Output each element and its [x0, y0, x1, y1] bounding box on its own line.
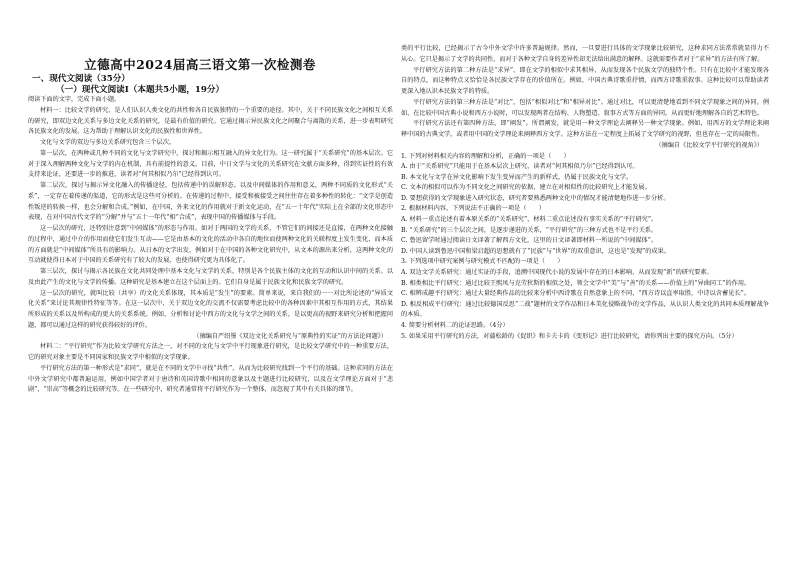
option-b[interactable]: B. 本文化与文学在异文化影响下发生变异而产生的新样式，仍属于民族文化与文学。: [401, 173, 633, 181]
option-c[interactable]: C. 鲁迅留学时通过阅读日文译著了解西方文化，这里的日文译著即材料一所说的“中间媒体”。: [401, 237, 658, 245]
right-body: [401, 44, 769, 342]
paragraph: 这一层次的研究，还特别注意到“中间媒体”的形态与作用。如对于两国的文学的关系，不管它们的间接还是直接，在两种文化接触的过程中，通过中介的作用而使它们发生互动——它是由基本的文化的活动中各自的地位而使两种文化的关联程度上发生变化，而本质的方面就是“中间媒体”所具有的影响力。从日本的文学出发，例如对于在中国的各种文化研究中，从文本的源出来分析，这两种文化的互动就使得日本对于中国的关系研究有了较大的发展，也使得研究更为具体化了。: [28, 225, 393, 265]
paragraph: 第三层次，探讨与揭示各民族在文化共同处理中基本文化与文学的关系，特别是各个民族主体的文化的互动和认识中间的关系。以及由此产生的文化与文学的传播。这种研究是基本建立在这个层面上的。它们自身是属于民族文化和民族文学的研究。: [28, 268, 393, 286]
source-note: （摘编自《比较文学平行研究的视角》）: [655, 141, 763, 149]
option-b[interactable]: B. 相类相比平行研究：通过比较王熙凤与克劳狄斯的相似之处，领会文学中“美”与“善”的关系——价值上的“异曲同工”的作用。: [401, 279, 751, 287]
paragraph: 第一层次，在两种或几种不同的文化与文学研究中，探讨和揭示相互融入的异文化行为。这一研究属于“关系研究”的基本层次。它对于深入理解两种文化与文学的内在机制，具有前提性的意义。目前，中日文学与文化的关系研究在文献方面多种，得到实证性的有效支持来论证，还要进一步的推进，读者对“何其相似乃尔”已经得到认可。: [28, 149, 393, 179]
paragraph: 平行研究方法还有第四种方法，即“阐发”。所谓阐发，就是用一种文学理论去阐释另一种文学现象。例如，用西方的文学理论来阐释中国的古典文学，或者用中国的文学理论来阐释西方文学。这种方法在一定程度上拓展了文学研究的视野，但也存在一定的局限性。: [401, 120, 769, 138]
question: [401, 204, 769, 257]
subsection-heading: （一）现代文阅读Ⅰ（本题共5小题，19分）: [56, 85, 225, 95]
option-a[interactable]: A. 由于“关系研究”只能用于在基本层次上研究，读者对“何其相似乃尔”已经得到认可。: [401, 163, 639, 171]
question-stem: 5. 如果采用平行研究的方法，对蒲松龄的《促织》和卡夫卡的《变形记》进行比较研究，请你列出主要的探究方向。（5分）: [401, 332, 738, 340]
question: [401, 257, 769, 321]
left-column: [28, 0, 393, 561]
paragraph: 材料二：“平行研究”作为比较文学研究方法之一，对不同的文化与文学中平行现象进行研究，是比较文学研究中的一种重要方法，它的研究对象主要是不同国家和民族文学中相似的文学现象。: [28, 343, 393, 361]
question-stem: 4. 简要分析材料二的论证思路。（4分）: [401, 322, 509, 329]
paragraph: 这一层次的研究，就叫比较（共享）的文化关系体现，其本质是“发生”的要素。简单来说，来自我们的一一对比所论述的“异质文化关系”来讨论其规律性特征等等。在这一层次中，关于双边文化的交流不仅需要考虑比较中的各种因素中其相互作用的方式，其结果所形成的关系以及所构成的更大的关系系统。例如，分析和讨论中西方的文化与文学之间的关系，是以更高的视野来研究分析和把握问题，都可以通过这样的研究获得较好的评价。: [28, 289, 393, 329]
section-heading: 一、现代文阅读（35分）: [32, 74, 130, 84]
option-a[interactable]: A. 双边文学关系研究：通过实证的手段，追溯中国现代小说的发展中存在的日本影响，从而发现“新”的研究要素。: [401, 269, 713, 277]
question-stem: 1. 下列对材料相关内容的理解和分析，正确的一项是（ ）: [401, 152, 570, 160]
option-b[interactable]: B. “关系研究”的三个层次之间，是逐步递进的关系，“平行研究”的三种方式也不是平行关系。: [401, 226, 658, 234]
paragraph: 平行研究方法的第二种方法是“求异”，即在文学的相似中求其相异，从而发现各个民族文学的独特个性。只有在比较中才能发现各自的特点，而这种特点又恰恰是各民族文学存在的价值所在。例如，中国古典诗歌重抒情，而西方诗歌重叙事。这种比较可以帮助读者更深入地认识本民族文学的特质。: [401, 66, 769, 95]
question: [401, 321, 769, 332]
right-column: [401, 0, 769, 561]
left-body: [28, 95, 393, 396]
option-a[interactable]: A. 材料一重点论述有着本原关系的“关系研究”，材料二重点论述没有事实关系的“平行研究”。: [401, 216, 658, 224]
option-d[interactable]: D. 要想获得的文学现象进入研究状态，研究者要熟悉两种文化中的情况才能清楚地作进一步分析。: [401, 194, 670, 202]
question: [401, 332, 769, 343]
exam-title: 立德高中2024届高三语文第一次检测卷: [84, 57, 316, 72]
paragraph: 材料一：比较文学的研究，是人们认识人类文化的共性和各自民族独特的一个重要的途径。其中，关于不同民族文化之间相互关系的研究，即双边文化关系与多边文化关系的研究，是最有价值的研究。它通过揭示异民族文化之间聚合与离散的关系，进一步表明研究各民族文化的发展，这为帮助于理解认识文化的民族性和世界性。: [28, 106, 393, 136]
paragraph: 类的平行比较，已经揭示了古今中外文学中许多普遍规律。然而，一旦要进行具体的文学现象比较研究，这种求同方法常常就显得力不从心。它只是揭示了文学的共同性，而对于各种文学自身的差异性却无法给出满意的解释。这就需要作者对于“求异”的方法有所了解。: [401, 45, 769, 63]
paragraph: 文化与文学的双边与多边关系研究包含三个层次。: [40, 139, 176, 146]
option-d[interactable]: D. 相反相成平行研究：通过比较德国反思“二战”题材的文学作品和日本美化侵略战争的文学作品，从认识人类文化的共同本质理解战争的本质。: [401, 300, 769, 319]
option-c[interactable]: C. 文本的相似可以作为不同文化之间研究的依据，建立在对相似性的比较研究上才能发展。: [401, 184, 651, 192]
question-stem: 3. 下列选项中研究案例与研究模式不匹配的一项是（ ）: [401, 258, 564, 266]
paragraph: 平行研究方法的第三种方法是“对比”，包括“相似对比”和“相异对比”。通过对比，可以更清楚地看到不同文学现象之间的异同。例如，在比较中国古典小说和西方小说时，可以发现两者在结构、人物塑造、叙事方式等方面的异同，从而更好地理解各自的艺术特色。: [401, 98, 769, 117]
question-stem: 2. 根据材料内容，下列说法不正确的一项是（ ）: [401, 205, 545, 213]
question: [401, 152, 769, 205]
paragraph: 第二层次，探讨与揭示异文化融入的传播途径，包括传递中的误解形态。以及中间媒体的作用和意义，两种不同质的文化形式“关系”，一定存在着传递的渠道，它的形式是这些可分析的。在传递的过程中，接受和被接受之间往往存在着多种性的转化：“文学是创造性叛逆的转换一样，也会分解和合成。”例如，在中国，外来文化的作用就对于新文化运动，在“五一十年代”实际上在全部的文化形态中表现，在对中国古代文学的“分解”并与“五十一年代”相“合成”，表现中国的传播媒体与手段。: [28, 182, 393, 222]
paragraph: 平行研究方法的第一种形式是“求同”，就是在不同的文学中寻找“共性”，从而为比较研究找到一个平行的基础。这种求同的方法在中外文学研究中都普遍运用，例如中国学者对于唐诗和英国诗歌中相同的意象以及主题进行比较研究，以及在文学理论方面对于“悲剧”、“崇高”等概念的比较研究等。在一些研究中，研究者通常将平行研究作为一个整体，而忽视了其中有关具体的细节。: [28, 364, 393, 394]
instruction: 阅读下面的文字，完成下面小题。: [28, 96, 121, 103]
option-d[interactable]: D. 中国人读到鲁迅中国和梁启超的思想就有了“民族”与“世界”的双重意识，这也是“发现”的成果。: [401, 247, 670, 255]
option-c[interactable]: C. 相辨成趣平行研究：通过大量经典作品的比较来分析中西诗歌在自然意象上的不同，“西方诗以直率取胜，中诗以含蓄见长”。: [401, 290, 750, 298]
source-note: （摘编自严绍璗《双边文化关系研究与“原典性的实证”的方法论问题》）: [193, 332, 387, 340]
